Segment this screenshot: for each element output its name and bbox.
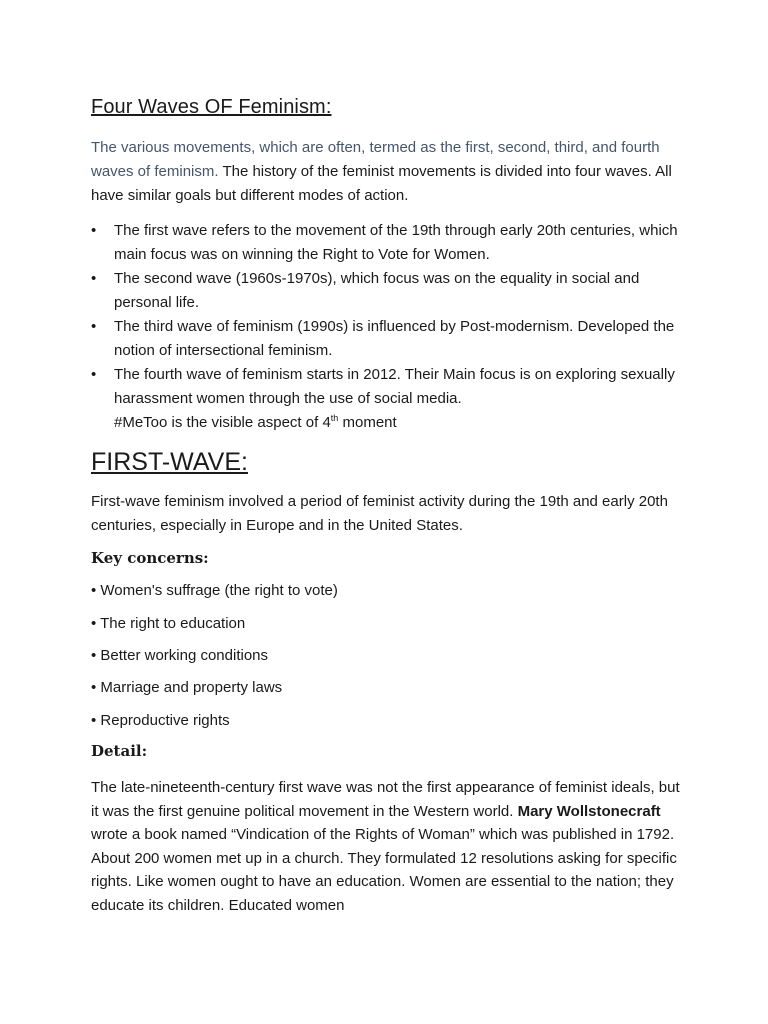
bullet-icon: • — [91, 270, 97, 287]
metoo-text: #MeToo is the visible aspect of 4 — [114, 414, 331, 431]
bullet-icon: • — [91, 366, 97, 383]
waves-list — [91, 219, 681, 435]
concern-item: • The right to education — [91, 615, 246, 632]
intro-text: The history of the feminist movements is divided into four waves. All have similar goals but different modes of action. — [91, 163, 672, 204]
wave-text: The fourth wave of feminism starts in 2012. Their Main focus is on exploring sexually harassment women through the use of social media. — [114, 366, 675, 407]
list-item — [91, 219, 681, 267]
wave-text: The first wave refers to the movement of the 19th through early 20th centuries, which main focus was on winning the Right to Vote for Women. — [114, 222, 678, 263]
concern-item: • Women's suffrage (the right to vote) — [91, 582, 338, 599]
detail-text-cont: wrote a book named “Vindication of the Rights of Woman” which was published in 1792. About 200 women met up in a church. They formulated 12 resolutions asking for specific rights. Like women ought to have an education. Women are essential to the nation; they educate its children. Educated women — [91, 826, 677, 914]
wave-text: The second wave (1960s-1970s), which focus was on the equality in social and personal life. — [114, 270, 640, 311]
detail-heading: Detail: — [91, 742, 148, 760]
detail-text: The late-nineteenth-century first wave was not the first appearance of feminist ideals, but it was the first genuine political movement in the Western world. — [91, 779, 680, 820]
bullet-icon: • — [91, 318, 97, 335]
first-wave-heading: FIRST-WAVE: — [91, 448, 248, 476]
metoo-text-end: moment — [338, 414, 397, 431]
list-item — [91, 315, 681, 363]
intro-muted-text: The various movements, which are often, termed as the first, second, third, and fourth waves of feminism. — [91, 139, 660, 180]
list-item — [91, 267, 681, 315]
bullet-icon: • — [91, 222, 97, 239]
concern-item: • Better working conditions — [91, 647, 269, 664]
concern-item: • Marriage and property laws — [91, 679, 283, 696]
list-item — [91, 363, 681, 435]
intro-paragraph — [91, 136, 681, 208]
key-concerns-heading: Key concerns: — [91, 549, 209, 567]
concern-item: • Reproductive rights — [91, 712, 230, 729]
author-name: Mary Wollstonecraft — [517, 802, 661, 820]
first-wave-paragraph: First-wave feminism involved a period of feminist activity during the 19th and early 20th centuries, especially in Europe and in the United States. — [91, 493, 668, 534]
detail-paragraph — [91, 776, 681, 917]
page-title: Four Waves OF Feminism: — [91, 96, 332, 118]
wave-text: The third wave of feminism (1990s) is influenced by Post-modernism. Developed the notion of intersectional feminism. — [114, 318, 675, 359]
metoo-superscript: th — [330, 413, 339, 423]
